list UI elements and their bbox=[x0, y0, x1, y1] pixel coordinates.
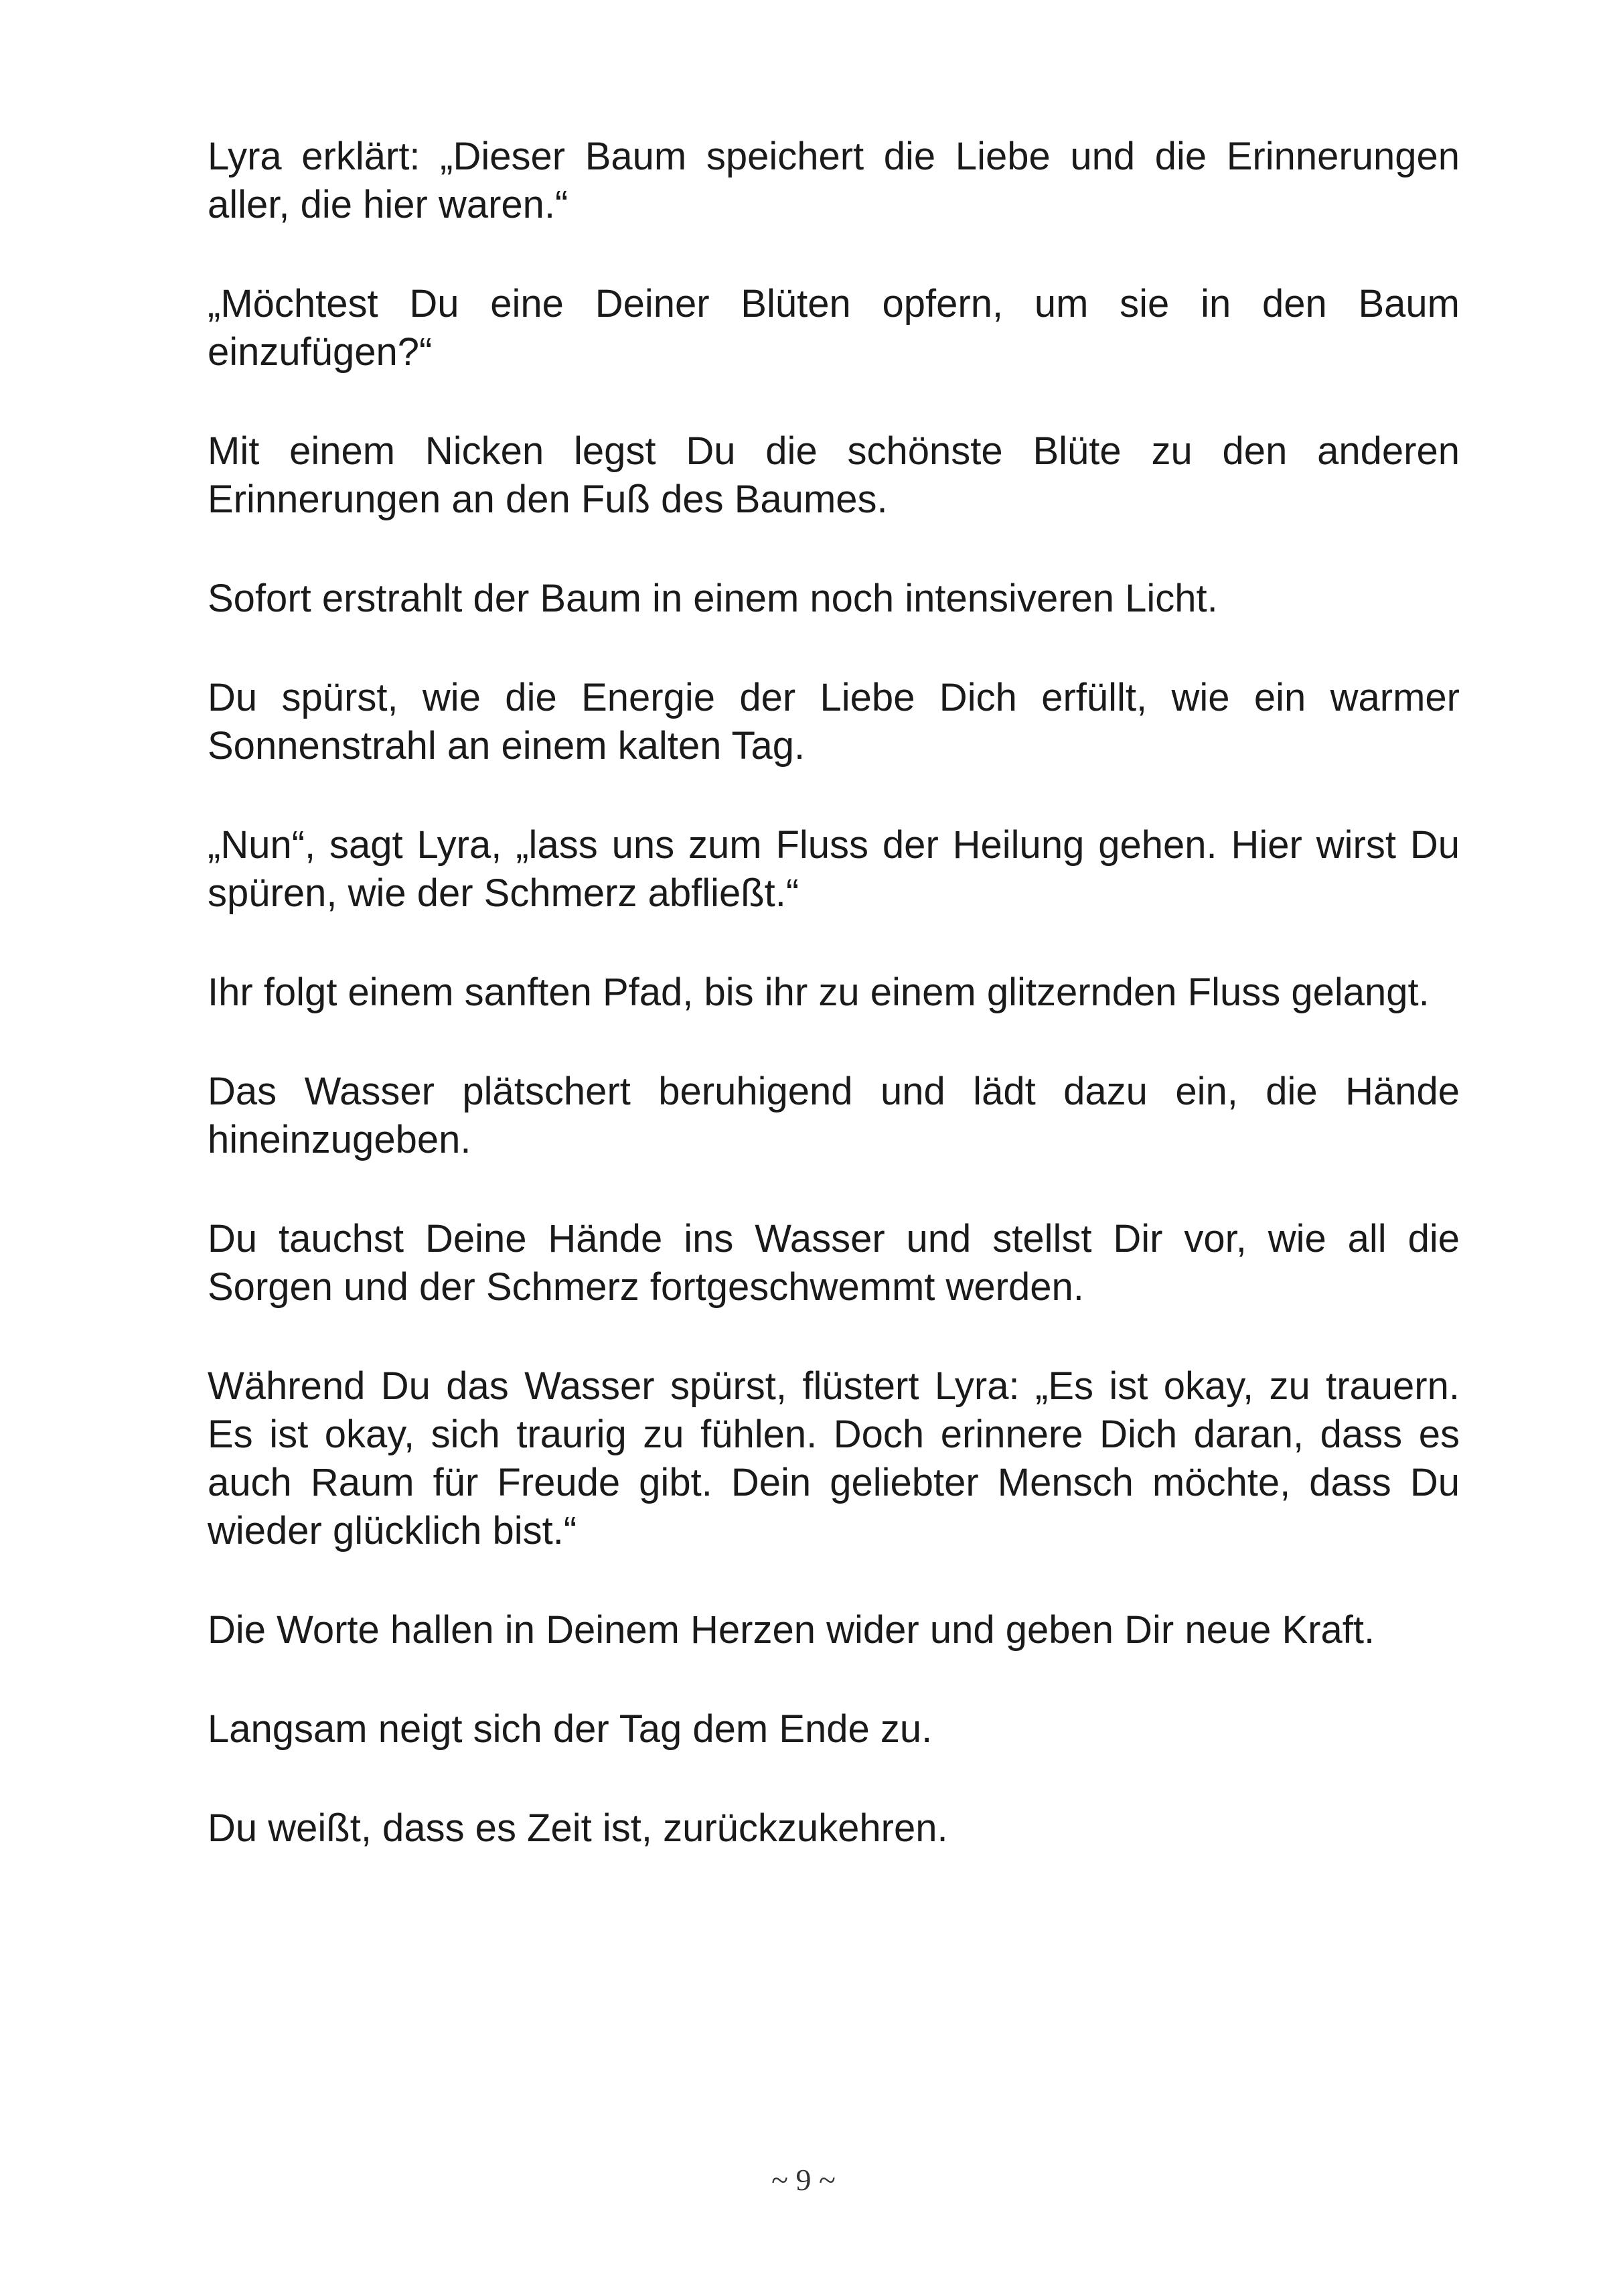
body-text bbox=[208, 133, 1460, 1904]
paragraph-7: Ihr folgt einem sanften Pfad, bis ihr zu einem glitzernden Fluss gelangt. bbox=[208, 971, 1430, 1014]
paragraph-5: Du spürst, wie die Energie der Liebe Dich erfüllt, wie ein warmer Sonnenstrahl an einem kalten Tag. bbox=[208, 676, 1460, 768]
paragraph-4: Sofort erstrahlt der Baum in einem noch intensiveren Licht. bbox=[208, 577, 1218, 620]
paragraph-8: Das Wasser plätschert beruhigend und lädt dazu ein, die Hände hineinzugeben. bbox=[208, 1070, 1460, 1161]
paragraph-6: „Nun“, sagt Lyra, „lass uns zum Fluss der Heilung gehen. Hier wirst Du spüren, wie der Schmerz abfließt.“ bbox=[208, 823, 1460, 915]
paragraph-13: Du weißt, dass es Zeit ist, zurückzukehren. bbox=[208, 1806, 948, 1850]
paragraph-1: Lyra erklärt: „Dieser Baum speichert die Liebe und die Erinnerungen aller, die hier waren.“ bbox=[208, 135, 1460, 226]
paragraph-10: Während Du das Wasser spürst, flüstert Lyra: „Es ist okay, zu trauern. Es ist okay, sich traurig zu fühlen. Doch erinnere Dich daran, dass es auch Raum für Freude gibt. Dein geliebter Mensch möchte, dass Du wieder glücklich bist.“ bbox=[208, 1364, 1460, 1553]
paragraph-9: Du tauchst Deine Hände ins Wasser und stellst Dir vor, wie all die Sorgen und der Schmerz fortgeschwemmt werden. bbox=[208, 1217, 1460, 1309]
paragraph-2: „Möchtest Du eine Deiner Blüten opfern, um sie in den Baum einzufügen?“ bbox=[208, 282, 1460, 374]
page-number: ~ 9 ~ bbox=[771, 2163, 836, 2197]
paragraph-12: Langsam neigt sich der Tag dem Ende zu. bbox=[208, 1707, 933, 1751]
paragraph-11: Die Worte hallen in Deinem Herzen wider und geben Dir neue Kraft. bbox=[208, 1608, 1375, 1652]
paragraph-3: Mit einem Nicken legst Du die schönste Blüte zu den anderen Erinnerungen an den Fuß des Baumes. bbox=[208, 429, 1460, 521]
